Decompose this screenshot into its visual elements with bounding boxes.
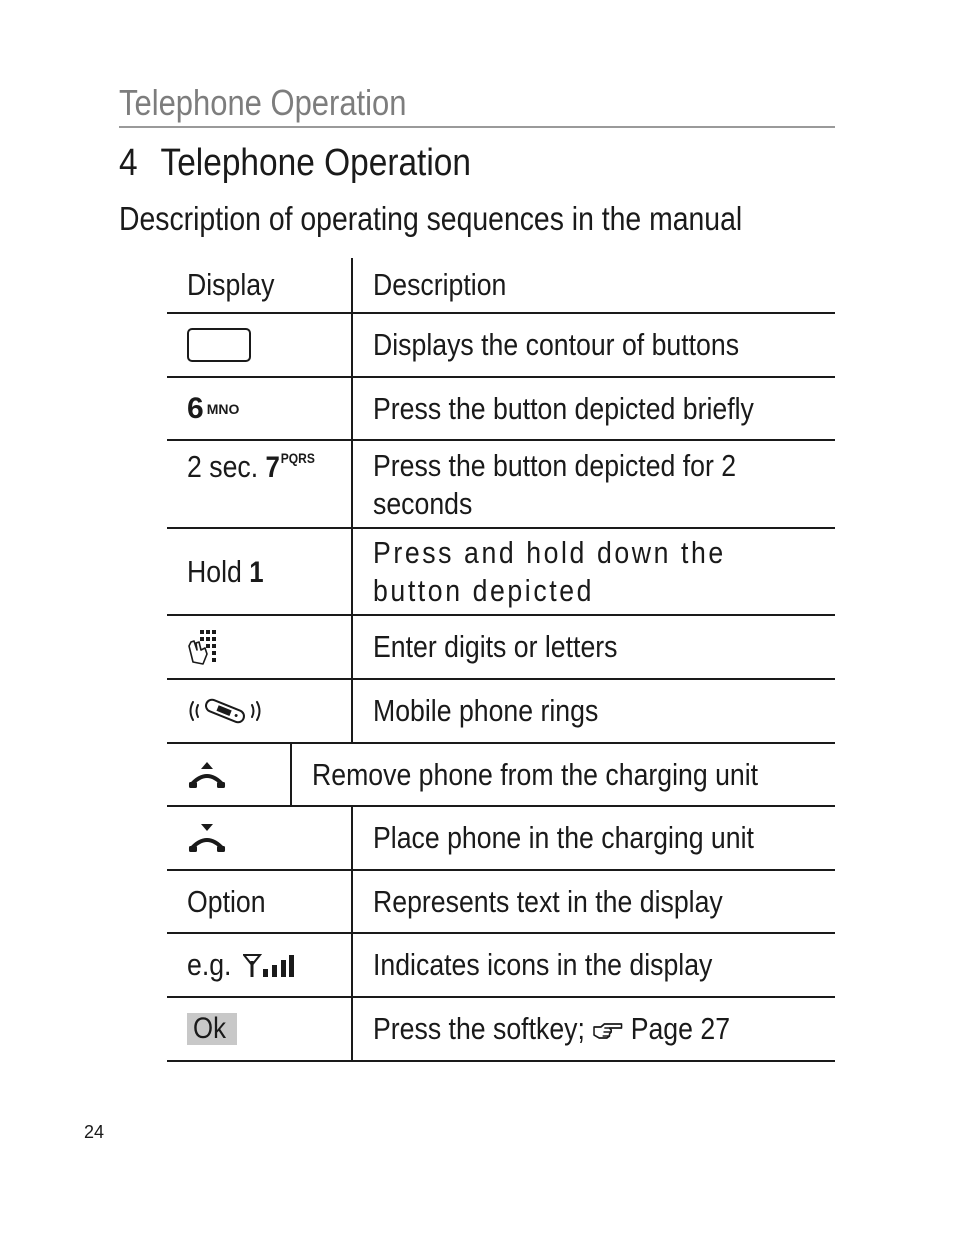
display-cell: [167, 314, 353, 376]
key-letters: PQRS: [280, 450, 315, 466]
description-cell: Press and hold down the button depicted: [373, 534, 726, 608]
display-prefix: Hold: [187, 553, 242, 589]
description-cell: Mobile phone rings: [373, 693, 599, 728]
chapter-number: 4: [119, 142, 138, 184]
table-row: [167, 807, 835, 871]
display-cell: [167, 441, 353, 527]
page-number: 24: [84, 1122, 105, 1142]
description-cell: Press the softkey; Page 27: [373, 1011, 731, 1046]
display-cell: [167, 934, 353, 996]
place-phone-icon: [187, 823, 227, 853]
lift-phone-icon: [187, 761, 227, 789]
pointing-hand-icon: [592, 1021, 623, 1041]
description-cell: Press the button depicted for 2 seconds: [373, 448, 737, 521]
phone-ringing-icon: [187, 696, 263, 726]
description-cell: Press the button depicted briefly: [373, 390, 754, 426]
header-description: Description: [373, 267, 507, 302]
table-row: [167, 441, 835, 529]
description-cell: Displays the contour of buttons: [373, 327, 740, 362]
table-header-row: [167, 258, 835, 314]
display-cell: [167, 871, 353, 932]
description-cell: Indicates icons in the display: [373, 947, 713, 982]
keypad-finger-icon: [187, 628, 219, 666]
description-cell: Remove phone from the charging unit: [312, 756, 759, 792]
table-row: [167, 871, 835, 934]
operating-sequences-table: [167, 258, 835, 1062]
display-cell: [167, 378, 353, 439]
display-prefix: e.g.: [187, 947, 232, 982]
table-row: [167, 314, 835, 378]
description-cell: Enter digits or letters: [373, 629, 618, 664]
button-outline-icon: [187, 328, 251, 362]
signal-strength-icon: [243, 953, 295, 977]
display-cell: [167, 529, 353, 614]
key-label: 1: [249, 555, 264, 589]
header-display: Display: [167, 258, 353, 312]
running-header: Telephone Operation: [119, 82, 407, 123]
table-row: [167, 616, 835, 680]
description-cell: Place phone in the charging unit: [373, 820, 754, 855]
table-row: [167, 934, 835, 998]
softkey-ok: Ok: [187, 1013, 237, 1045]
description-cell: Represents text in the display: [373, 883, 723, 919]
key-letters: MNO: [206, 400, 240, 417]
display-prefix: 2 sec.: [187, 449, 259, 484]
table-row: [167, 378, 835, 441]
chapter-title: [119, 142, 471, 185]
table-row: [167, 744, 835, 807]
section-title: Description of operating sequences in the manual: [119, 200, 743, 237]
display-text: Option: [187, 883, 266, 919]
table-row: [167, 998, 835, 1062]
header-rule: [119, 126, 835, 128]
display-cell: [167, 807, 353, 869]
chapter-title-text: Telephone Operation: [160, 142, 471, 184]
table-row: [167, 680, 835, 744]
key-label: 6: [187, 391, 204, 425]
display-cell: [167, 998, 353, 1060]
display-cell: [167, 744, 292, 805]
display-cell: [167, 680, 353, 742]
table-row: [167, 529, 835, 616]
key-label: 7: [265, 451, 280, 484]
display-cell: [167, 616, 353, 678]
